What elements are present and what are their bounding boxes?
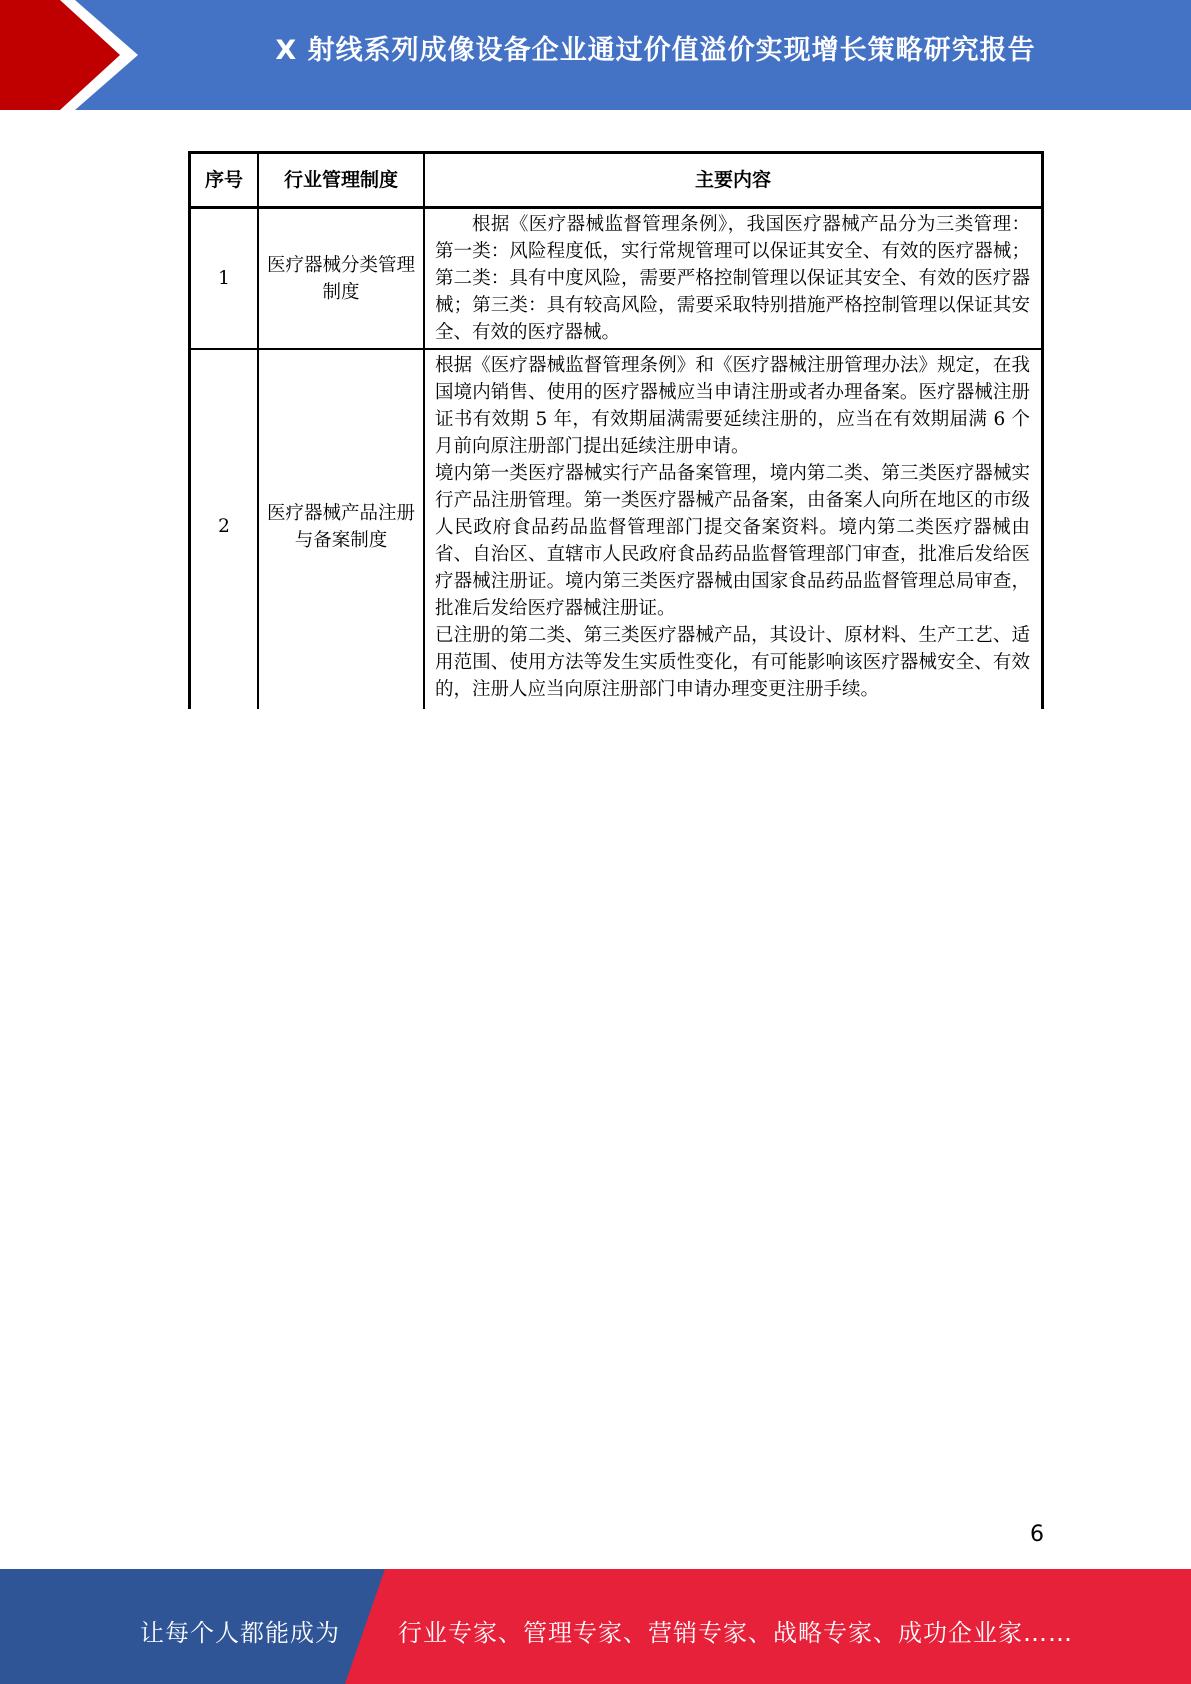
regulation-table <box>188 151 1044 709</box>
header-banner <box>0 0 1191 110</box>
row-system-name: 医疗器械分类管理制度 <box>258 208 424 350</box>
table-row <box>190 349 1043 709</box>
footer-slogan-left: 让每个人都能成为 <box>140 1619 340 1647</box>
footer-banner <box>0 1569 1191 1684</box>
row-system-name: 医疗器械产品注册与备案制度 <box>258 349 424 709</box>
report-title: X 射线系列成像设备企业通过价值溢价实现增长策略研究报告 <box>275 35 1036 66</box>
table-row <box>190 208 1043 350</box>
content-paragraph: 根据《医疗器械监督管理条例》，我国医疗器械产品分为三类管理：第一类：风险程度低，实行常规管理可以保证其安全、有效的医疗器械；第二类：具有中度风险，需要严格控制管理以保证其安全、有效的医疗器械；第三类：具有较高风险，需要采取特别措施严格控制管理以保证其安全、有效的医疗器械。 <box>435 214 1030 343</box>
table-header-row <box>190 153 1043 208</box>
footer-slogan-right: 行业专家、管理专家、营销专家、战略专家、成功企业家…… <box>398 1619 1073 1647</box>
header-system: 行业管理制度 <box>258 153 424 208</box>
content-paragraph: 根据《医疗器械监督管理条例》和《医疗器械注册管理办法》规定，在我国境内销售、使用的医疗器械应当申请注册或者办理备案。医疗器械注册证书有效期 5 年，有效期届满需要延续注册的，应当在有效期届满 6 个月前向原注册部门提出延续注册申请。 <box>435 355 1030 457</box>
row-number: 1 <box>190 208 259 350</box>
row-content <box>424 349 1043 709</box>
content-paragraph: 已注册的第二类、第三类医疗器械产品，其设计、原材料、生产工艺、适用范围、使用方法等发生实质性变化，有可能影响该医疗器械安全、有效的，注册人应当向原注册部门申请办理变更注册手续。 <box>435 625 1030 700</box>
row-content <box>424 208 1043 350</box>
row-number: 2 <box>190 349 259 709</box>
header-content: 主要内容 <box>424 153 1043 208</box>
content-paragraph: 境内第一类医疗器械实行产品备案管理，境内第二类、第三类医疗器械实行产品注册管理。第一类医疗器械产品备案，由备案人向所在地区的市级人民政府食品药品监督管理部门提交备案资料。境内第二类医疗器械由省、自治区、直辖市人民政府食品药品监督管理部门审查，批准后发给医疗器械注册证。境内第三类医疗器械由国家食品药品监督管理总局审查，批准后发给医疗器械注册证。 <box>435 463 1030 619</box>
chevron-arrow-icon <box>0 0 160 110</box>
page-number: 6 <box>1030 1522 1044 1547</box>
header-no: 序号 <box>190 153 259 208</box>
